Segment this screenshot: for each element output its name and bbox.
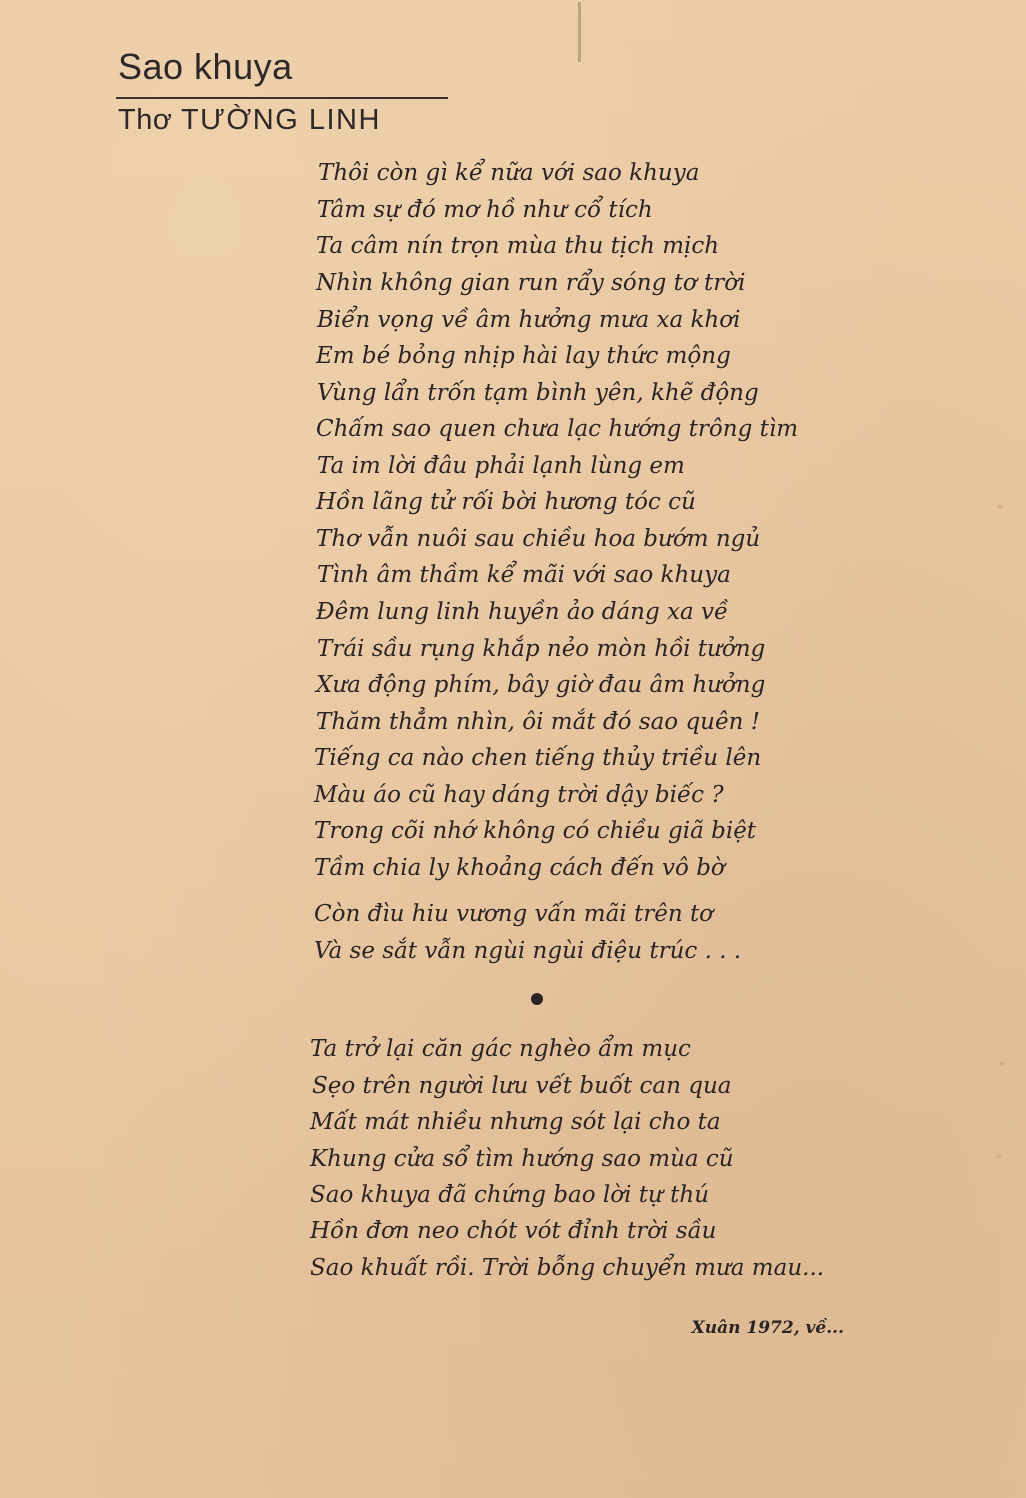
poem-line: Đêm lung linh huyền ảo dáng xa về [316,599,729,625]
author-name: TƯỜNG LINH [180,104,381,136]
poem-line: Sao khuất rồi. Trời bỗng chuyển mưa mau... [310,1255,825,1281]
poem-title: Sao khuya [118,46,293,87]
poem-line: Còn đìu hiu vương vấn mãi trên tơ [314,901,714,927]
poem-line: Khung cửa sổ tìm hướng sao mùa cũ [310,1146,734,1172]
poem-line: Sao khuya đã chứng bao lời tự thú [310,1182,710,1208]
poem-line: Em bé bỏng nhịp hài lay thức mộng [316,343,731,369]
poem-line: Chấm sao quen chưa lạc hướng trông tìm [316,416,799,442]
dateline: Xuân 1972, về... [691,1318,844,1338]
poem-line: Xưa động phím, bây giờ đau âm hưởng [316,672,766,698]
poem-line: Tâm sự đó mơ hồ như cổ tích [317,197,653,223]
poem-line: Và se sắt vẫn ngùi ngùi điệu trúc . . . [314,938,742,964]
poem-line: Hồn lãng tử rối bời hương tóc cũ [316,489,696,515]
paper-blemish [578,2,581,62]
poem-line: Tình âm thầm kể mãi với sao khuya [317,562,731,588]
poem-line: Vùng lẩn trốn tạm bình yên, khẽ động [317,380,759,406]
poem-line: Trong cõi nhớ không có chiều giã biệt [314,818,757,844]
poem-line: Ta câm nín trọn mùa thu tịch mịch [316,233,720,259]
byline [118,104,381,137]
poem-line: Thôi còn gì kể nữa với sao khuya [318,160,700,186]
title-underline [116,97,448,99]
poem-line: Ta trở lại căn gác nghèo ẩm mục [310,1036,691,1062]
poem-line: Màu áo cũ hay dáng trời dậy biếc ? [314,782,724,808]
poem-line: Sẹo trên người lưu vết buốt can qua [312,1073,732,1099]
poem-line: Thăm thẳm nhìn, ôi mắt đó sao quên ! [316,709,760,735]
byline-prefix: Thơ [118,104,173,136]
stanza-separator-dot [531,993,543,1005]
poem-line: Biển vọng về âm hưởng mưa xa khơi [317,307,741,333]
paper-blemish [996,1155,1001,1158]
poem-line: Hồn đơn neo chót vót đỉnh trời sầu [310,1218,717,1244]
poem-line: Trái sầu rụng khắp nẻo mòn hồi tưởng [317,636,766,662]
poem-line: Nhìn không gian run rẩy sóng tơ trời [316,270,746,296]
poem-line: Tiếng ca nào chen tiếng thủy triều lên [314,745,762,771]
paper-blemish [998,505,1003,508]
poem-line: Thơ vẫn nuôi sau chiều hoa bướm ngủ [316,526,761,552]
poem-line: Mất mát nhiều nhưng sót lại cho ta [310,1109,721,1135]
poem-line: Tầm chia ly khoảng cách đến vô bờ [314,855,725,881]
paper-blemish [1000,1062,1005,1065]
poem-line: Ta im lời đâu phải lạnh lùng em [317,453,685,479]
